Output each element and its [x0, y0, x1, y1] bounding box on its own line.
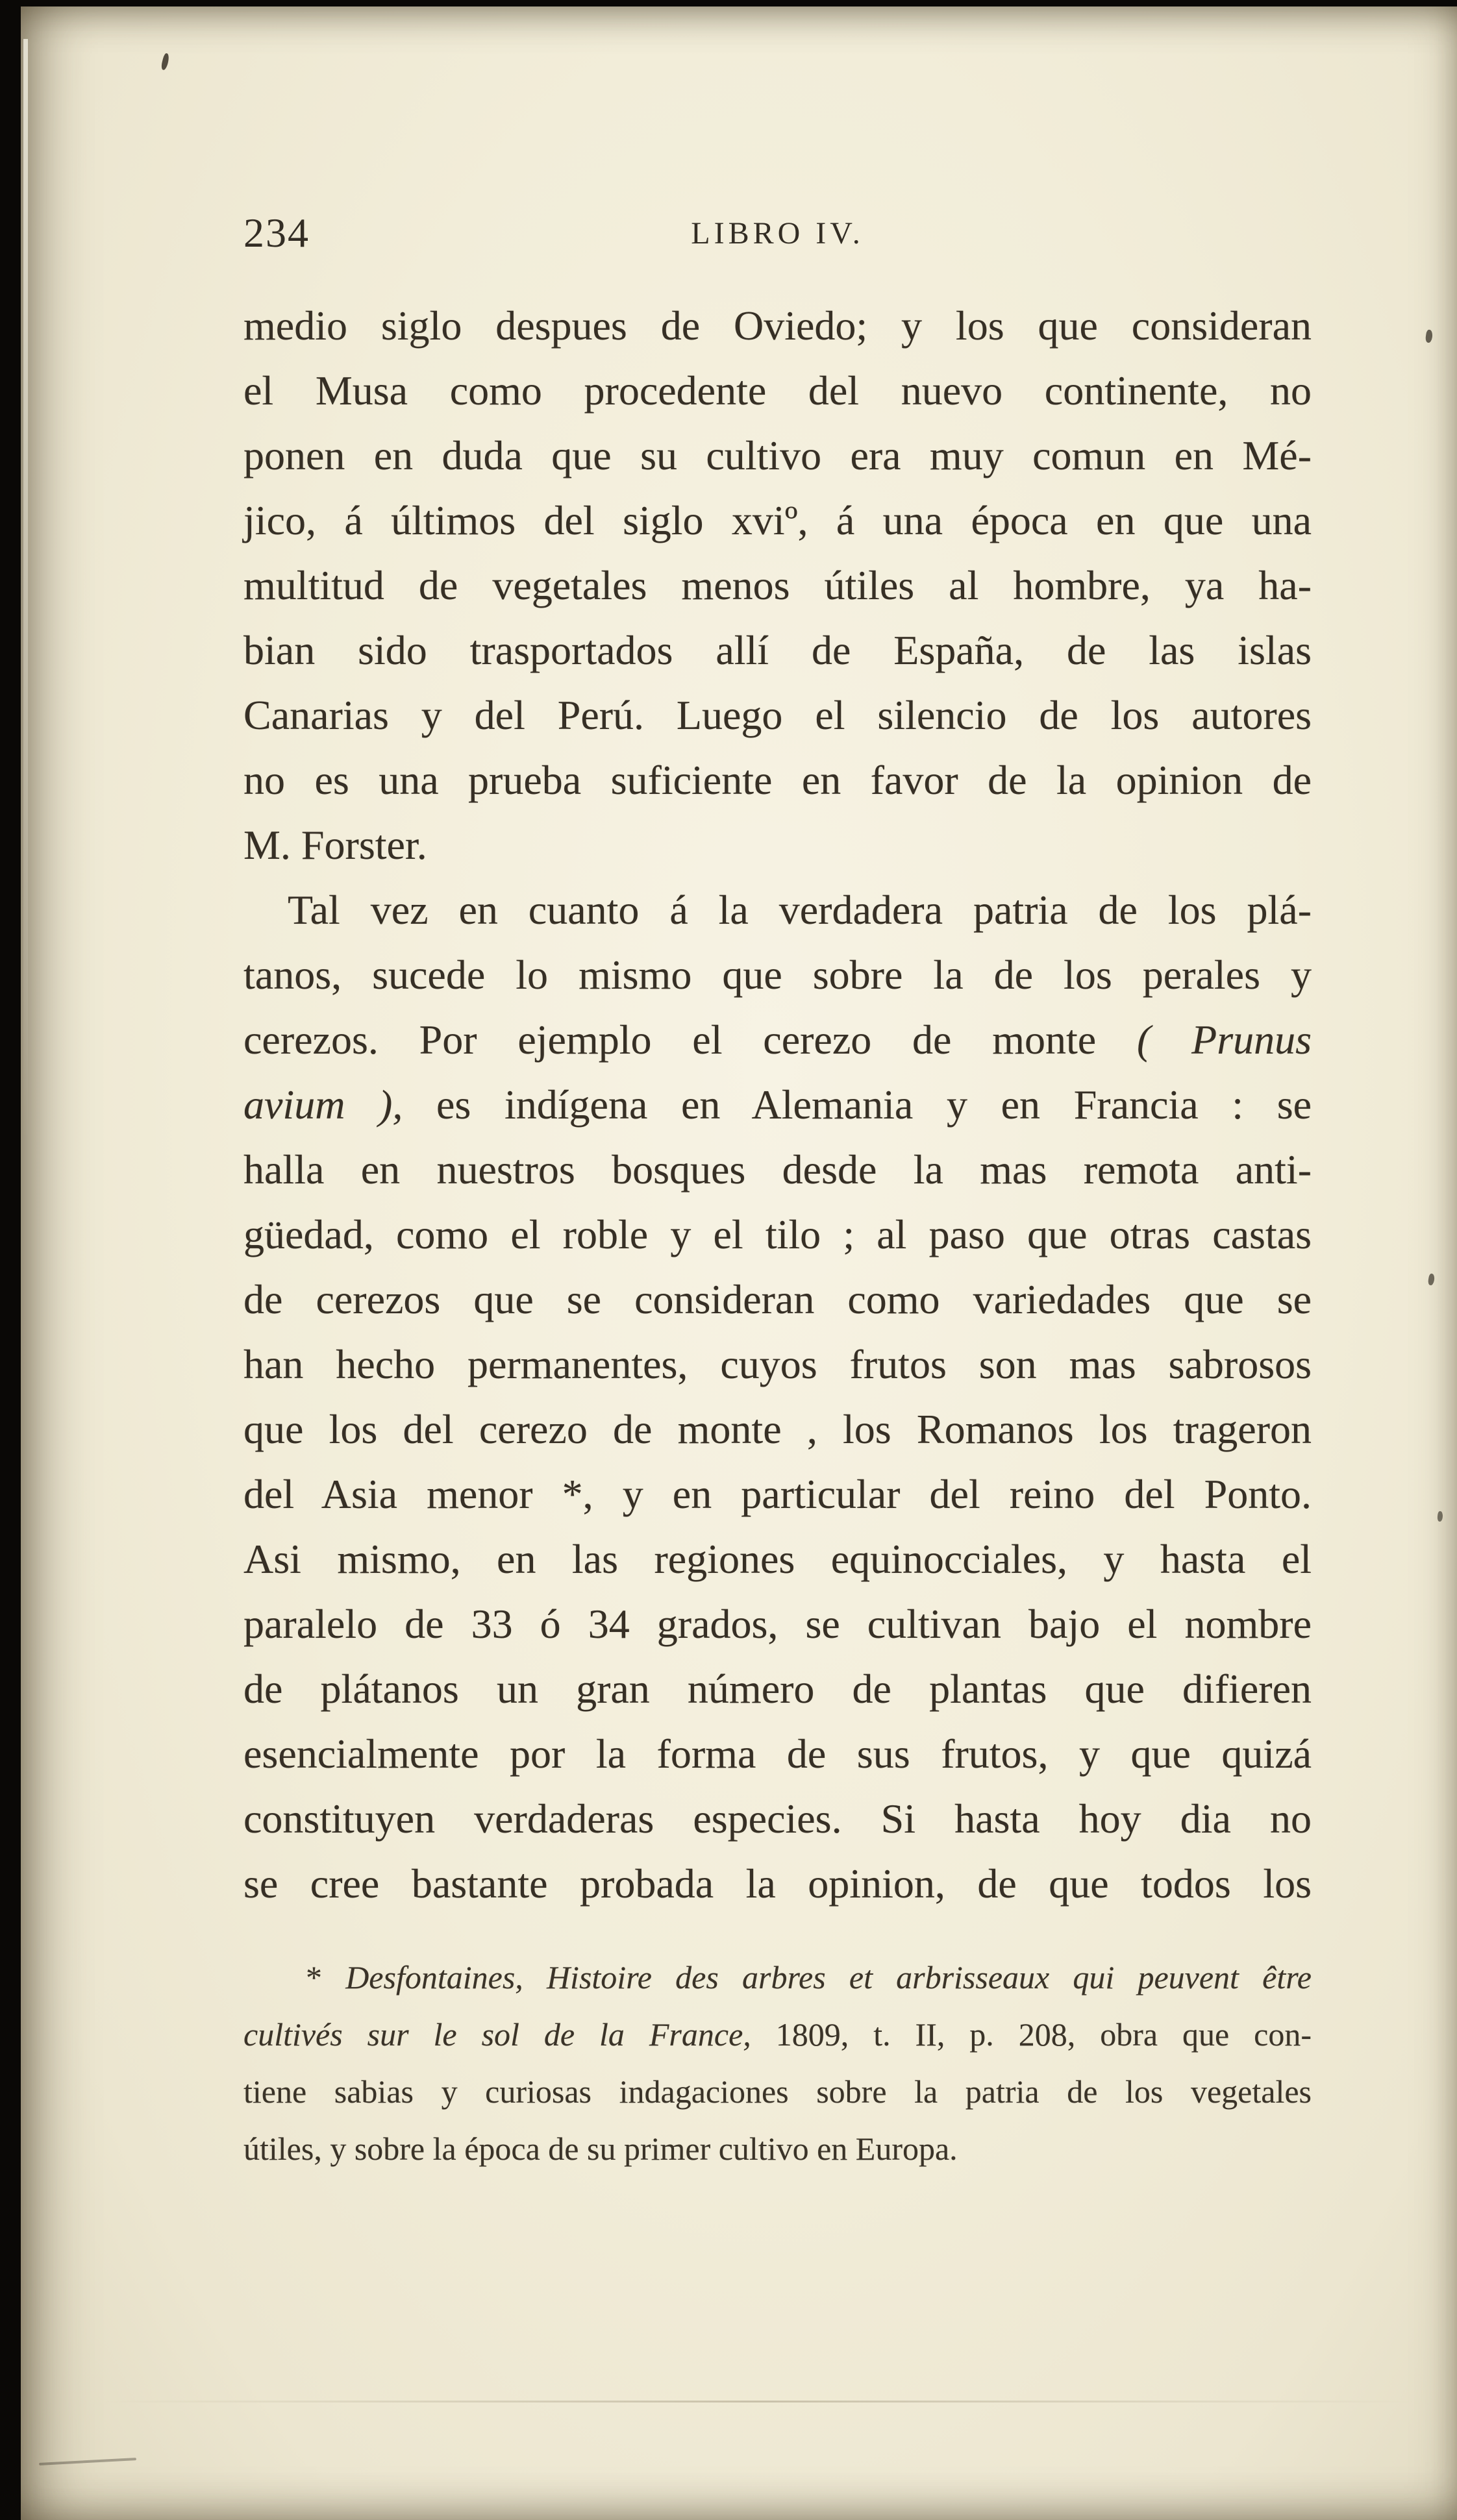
text-run: no es una prueba suficiente en favor de la opinion de	[243, 757, 1312, 803]
text-run: multitud de vegetales menos útiles al hombre, ya ha-	[243, 562, 1312, 608]
text-run: güedad, como el roble y el tilo ; al paso que otras castas	[243, 1211, 1312, 1257]
text-run: tiene sabias y curiosas indagaciones sobre la patria de los vegetales	[243, 2073, 1312, 2110]
text-run: medio siglo despues de Oviedo; y los que consideran	[243, 303, 1312, 349]
italic-text-run: cultivés sur le sol de la France,	[243, 2016, 751, 2053]
body-line	[243, 1592, 1312, 1657]
body-line	[243, 618, 1312, 683]
body-line	[243, 1527, 1312, 1592]
page-crease	[99, 2401, 1418, 2403]
footnote-block	[243, 1949, 1312, 2177]
body-line	[243, 1072, 1312, 1137]
text-run: el Musa como procedente del nuevo continente, no	[243, 367, 1312, 414]
body-line	[243, 1397, 1312, 1462]
body-line	[243, 1007, 1312, 1072]
body-line	[243, 1462, 1312, 1527]
body-line	[243, 1267, 1312, 1332]
text-run: Asi mismo, en las regiones equinocciales, y hasta el	[243, 1536, 1312, 1582]
italic-text-run: ( Prunus	[1136, 1017, 1312, 1063]
text-run: M. Forster.	[243, 822, 427, 868]
text-run: esencialmente por la forma de sus frutos, y que quizá	[243, 1731, 1312, 1777]
footnote-line	[243, 2120, 1312, 2177]
body-line	[243, 1786, 1312, 1851]
binding-edge	[23, 39, 28, 1143]
text-run: útiles, y sobre la época de su primer cultivo en Europa.	[243, 2131, 958, 2167]
footnote-line	[243, 2063, 1312, 2120]
body-line	[243, 1137, 1312, 1202]
text-run: se cree bastante probada la opinion, de que todos los	[243, 1860, 1312, 1907]
text-run: cerezos. Por ejemplo el cerezo de monte	[243, 1017, 1137, 1063]
page-number: 234	[243, 210, 310, 256]
body-line	[243, 358, 1312, 423]
body-line	[243, 813, 1312, 878]
footnote-line	[243, 2006, 1312, 2063]
text-run: de cerezos que se consideran como variedades que se	[243, 1276, 1312, 1322]
body-text-block	[243, 293, 1312, 1916]
body-line	[243, 1332, 1312, 1397]
body-line	[243, 1851, 1312, 1916]
text-run: 1809, t. II, p. 208, obra que con-	[751, 2016, 1312, 2053]
body-line	[243, 943, 1312, 1007]
text-run: bian sido trasportados allí de España, de las islas	[243, 627, 1312, 673]
text-run: que los del cerezo de monte , los Romanos los trageron	[243, 1406, 1312, 1452]
body-line	[243, 488, 1312, 553]
body-line	[243, 1722, 1312, 1786]
text-run: del Asia menor *, y en particular del reino del Ponto.	[243, 1471, 1312, 1517]
text-run: paralelo de 33 ó 34 grados, se cultivan bajo el nombre	[243, 1601, 1312, 1647]
body-line	[243, 1202, 1312, 1267]
italic-text-run: avium ),	[243, 1081, 403, 1128]
text-run: de plátanos un gran número de plantas que difieren	[243, 1666, 1312, 1712]
italic-text-run: Desfontaines, Histoire des arbres et arbrisseaux qui peuvent être	[345, 1959, 1312, 1995]
text-run: jico, á últimos del siglo xviº, á una época en que una	[243, 497, 1312, 543]
body-line	[243, 293, 1312, 358]
body-line	[243, 878, 1312, 943]
text-run: *	[306, 1959, 346, 1995]
body-line	[243, 748, 1312, 813]
text-run: Tal vez en cuanto á la verdadera patria de los plá-	[288, 887, 1312, 933]
text-run: tanos, sucede lo mismo que sobre la de los perales y	[243, 952, 1312, 998]
text-run: halla en nuestros bosques desde la mas remota anti-	[243, 1146, 1312, 1192]
text-run: es indígena en Alemania y en Francia : se	[403, 1081, 1312, 1128]
body-line	[243, 423, 1312, 488]
body-line	[243, 553, 1312, 618]
running-head: LIBRO IV.	[691, 216, 864, 251]
text-run: han hecho permanentes, cuyos frutos son mas sabrosos	[243, 1341, 1312, 1387]
page-header	[243, 209, 1312, 261]
body-line	[243, 1657, 1312, 1722]
text-run: constituyen verdaderas especies. Si hasta hoy dia no	[243, 1796, 1312, 1842]
text-run: ponen en duda que su cultivo era muy comun en Mé-	[243, 432, 1312, 478]
footnote-line	[243, 1949, 1312, 2006]
text-run: Canarias y del Perú. Luego el silencio de los autores	[243, 692, 1312, 738]
body-line	[243, 683, 1312, 748]
